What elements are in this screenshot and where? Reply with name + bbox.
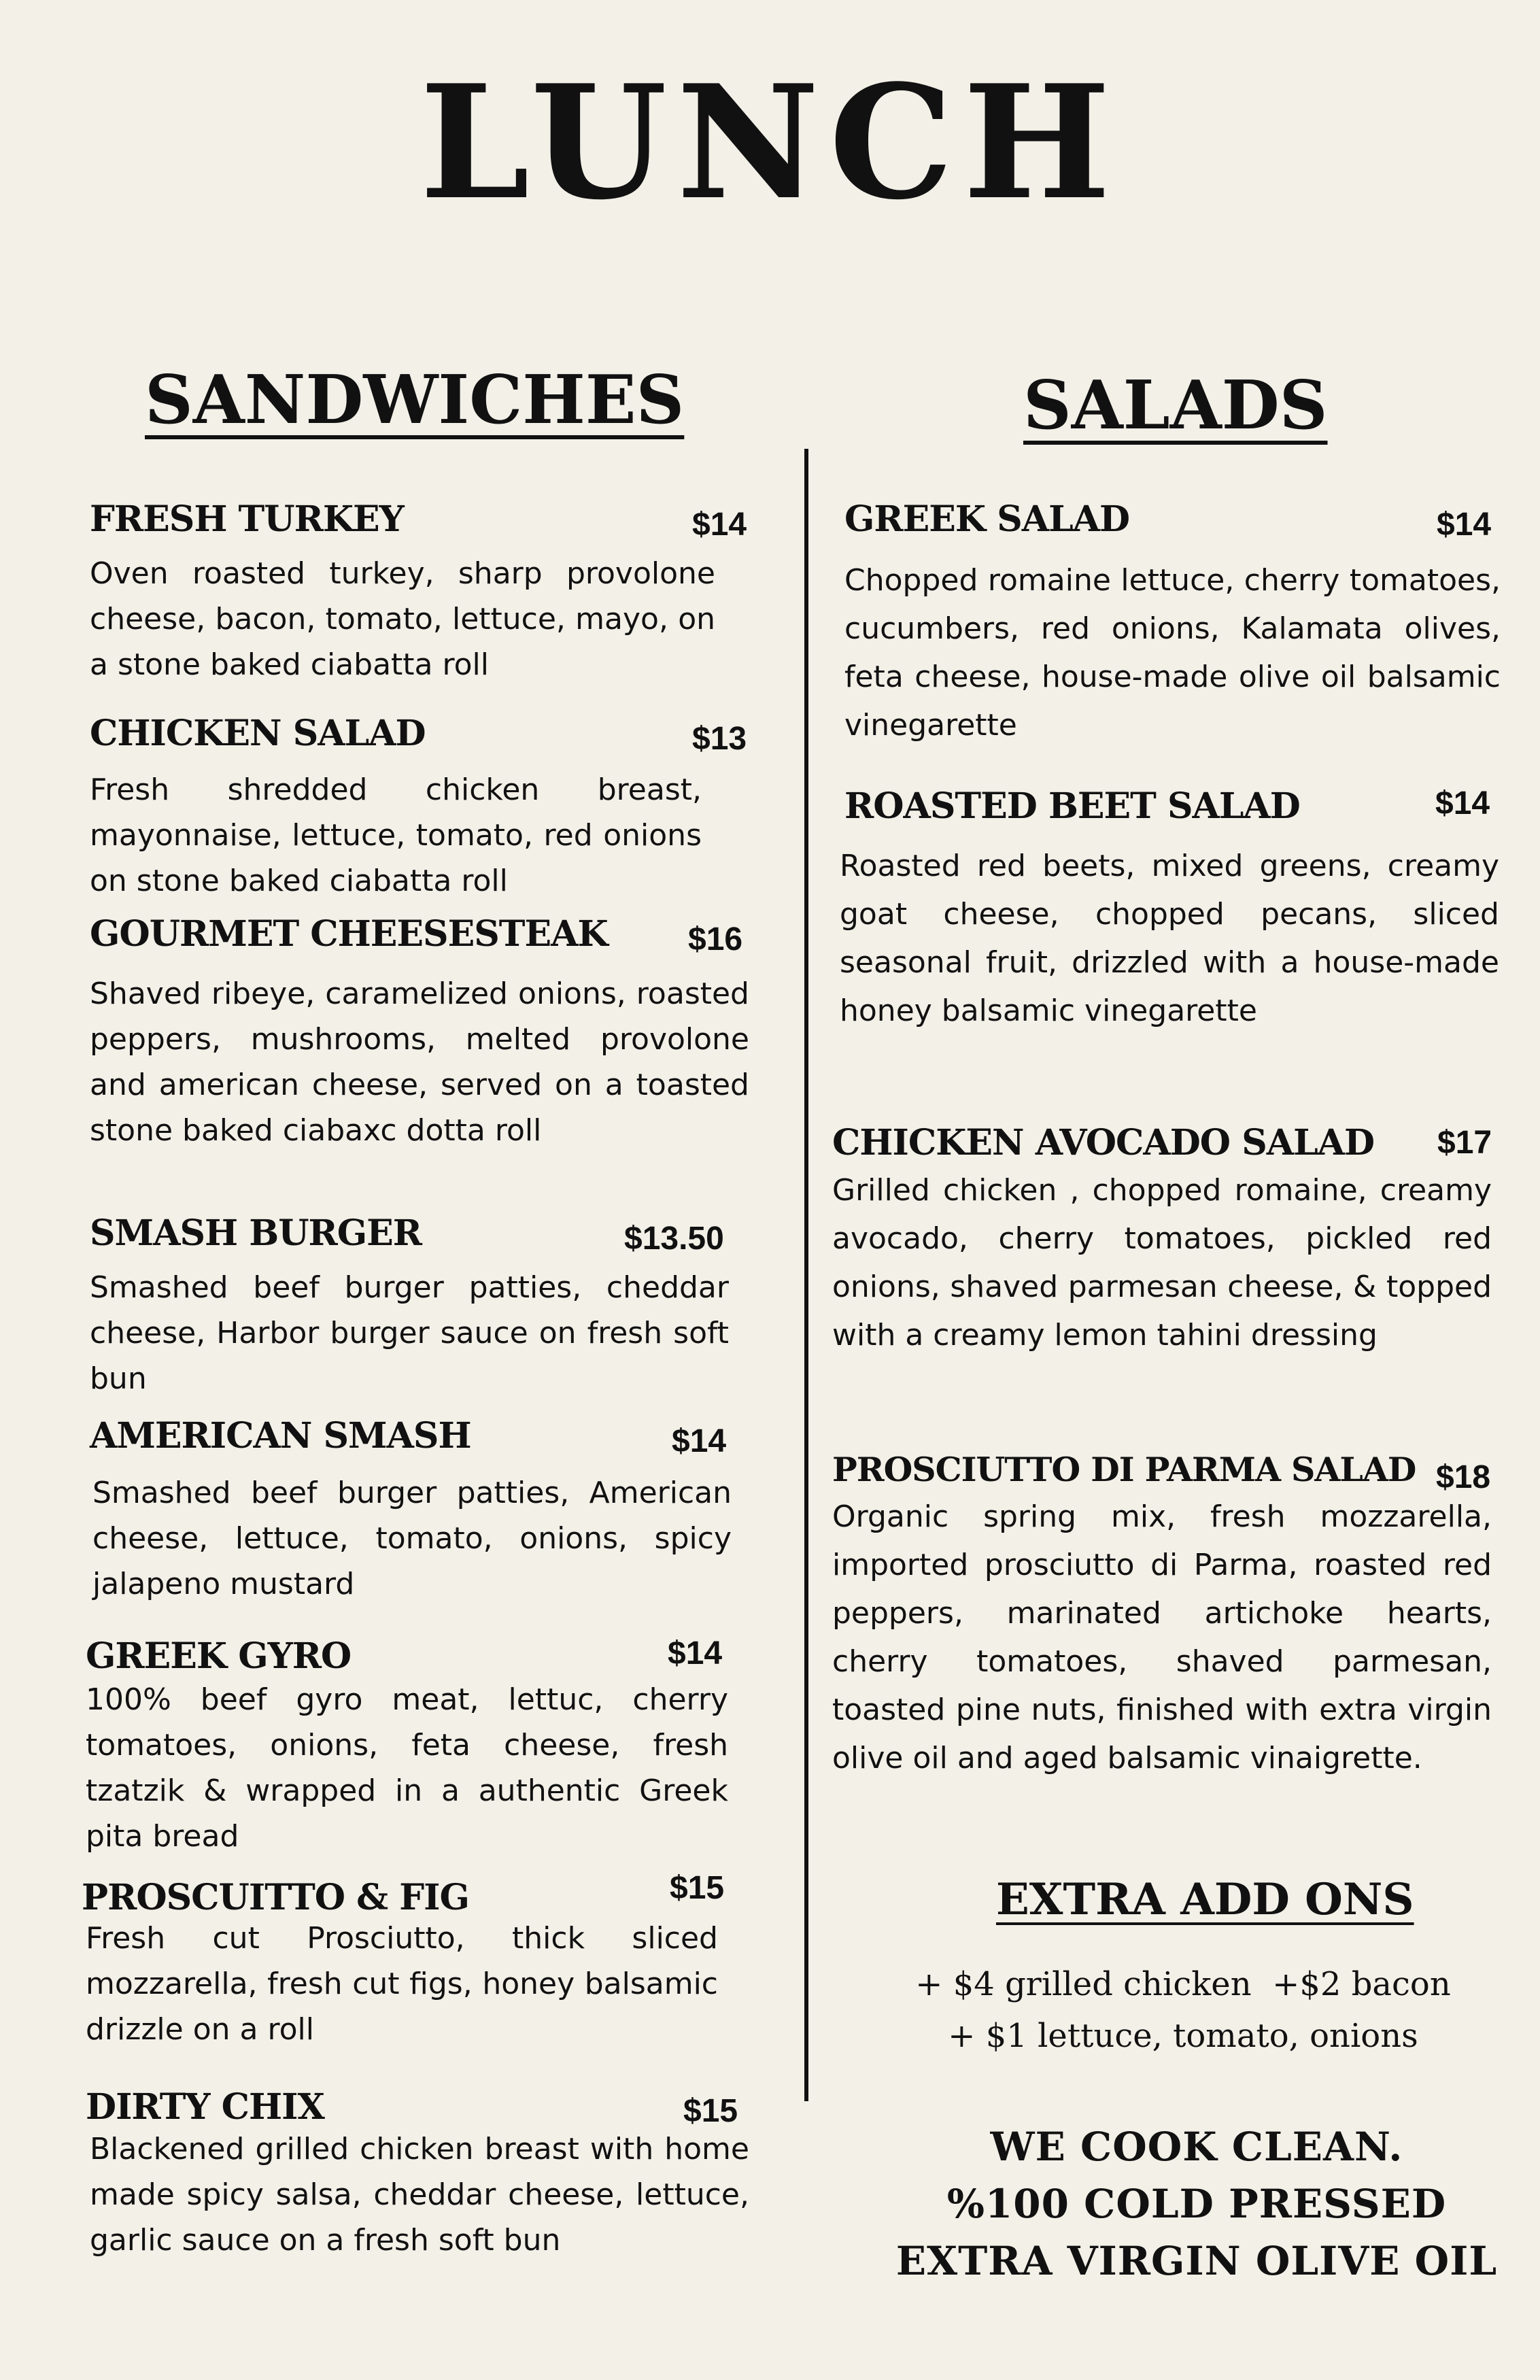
item-description: Fresh cut Prosciutto, thick sliced mozzarella, fresh cut figs, honey balsamic drizzle on a roll — [86, 1921, 718, 2047]
item-price: $14 — [668, 1635, 723, 1671]
item-name: FRESH TURKEY — [90, 498, 404, 540]
item-price: $14 — [672, 1423, 727, 1459]
item-price: $14 — [1437, 507, 1492, 543]
item-description: Smashed beef burger patties, American cheese, lettuce, tomato, onions, spicy jalapeno mustard — [92, 1476, 732, 1601]
addons-list — [826, 1958, 1540, 2062]
item-name: GREEK SALAD — [844, 498, 1130, 540]
item-price: $13 — [692, 721, 747, 757]
item-name: GOURMET CHEESESTEAK — [90, 913, 608, 955]
item-description: Shaved ribeye, caramelized onions, roasted peppers, mushrooms, melted provolone and american cheese, served on a toasted stone baked ciabaxc dotta roll — [90, 976, 749, 1148]
item-name: PROSCUITTO & FIG — [82, 1877, 469, 1918]
item-name: PROSCIUTTO DI PARMA SALAD — [832, 1450, 1416, 1489]
item-price: $18 — [1436, 1459, 1491, 1495]
item-description: Smashed beef burger patties, cheddar cheese, Harbor burger sauce on fresh soft bun — [90, 1270, 729, 1396]
item-name: GREEK GYRO — [86, 1635, 352, 1677]
item-name: ROASTED BEET SALAD — [844, 785, 1300, 827]
addons-heading: EXTRA ADD ONS — [996, 1874, 1414, 1925]
item-price: $14 — [692, 507, 747, 543]
clean-line-2: %100 COLD PRESSED — [946, 2181, 1447, 2227]
clean-line-1: WE COOK CLEAN. — [990, 2124, 1403, 2170]
addons-line-2: + $1 lettuce, tomato, onions — [948, 2017, 1418, 2055]
item-description: Roasted red beets, mixed greens, creamy goat cheese, chopped pecans, sliced seasonal fruit, drizzled with a house-made honey balsamic vinegarette — [840, 849, 1499, 1028]
item-price: $16 — [688, 921, 743, 957]
item-name: SMASH BURGER — [90, 1212, 422, 1254]
item-description: Fresh shredded chicken breast, mayonnaise, lettuce, tomato, red onions on stone baked ciabatta roll — [90, 772, 702, 898]
item-name: CHICKEN AVOCADO SALAD — [832, 1122, 1375, 1163]
item-price: $14 — [1435, 785, 1490, 821]
item-price: $15 — [670, 1870, 725, 1906]
salads-heading: SALADS — [1023, 367, 1328, 445]
item-description: 100% beef gyro meat, lettuc, cherry tomatoes, onions, feta cheese, fresh tzatzik & wrapped in a authentic Greek pita bread — [86, 1682, 728, 1854]
item-description: Organic spring mix, fresh mozzarella, imported prosciutto di Parma, roasted red peppers, marinated artichoke hearts, cherry tomatoes, shaved parmesan, toasted pine nuts, finished with extra virgin olive oil and aged balsamic vinaigrette. — [832, 1499, 1492, 1775]
page-title: LUNCH — [420, 51, 1120, 235]
item-name: CHICKEN SALAD — [90, 713, 426, 754]
addons-line-1: + $4 grilled chicken +$2 bacon — [915, 1965, 1451, 2003]
item-description: Chopped romaine lettuce, cherry tomatoes, cucumbers, red onions, Kalamata olives, feta cheese, house-made olive oil balsamic vinegarette — [844, 563, 1501, 743]
item-price: $15 — [683, 2093, 738, 2129]
item-price: $17 — [1437, 1125, 1492, 1161]
item-name: DIRTY CHIX — [86, 2086, 324, 2128]
clean-line-3: EXTRA VIRGIN OLIVE OIL — [895, 2238, 1498, 2284]
item-description: Grilled chicken , chopped romaine, creamy avocado, cherry tomatoes, pickled red onions, shaved parmesan cheese, & topped with a creamy lemon tahini dressing — [832, 1173, 1492, 1353]
column-divider — [804, 449, 808, 2101]
item-price: $13.50 — [624, 1221, 724, 1257]
item-description: Oven roasted turkey, sharp provolone cheese, bacon, tomato, lettuce, mayo, on a stone baked ciabatta roll — [90, 556, 715, 682]
item-description: Blackened grilled chicken breast with home made spicy salsa, cheddar cheese, lettuce, garlic sauce on a fresh soft bun — [90, 2132, 749, 2258]
cook-clean-statement — [826, 2118, 1540, 2290]
item-name: AMERICAN SMASH — [90, 1415, 471, 1457]
sandwiches-heading: SANDWICHES — [145, 361, 685, 439]
